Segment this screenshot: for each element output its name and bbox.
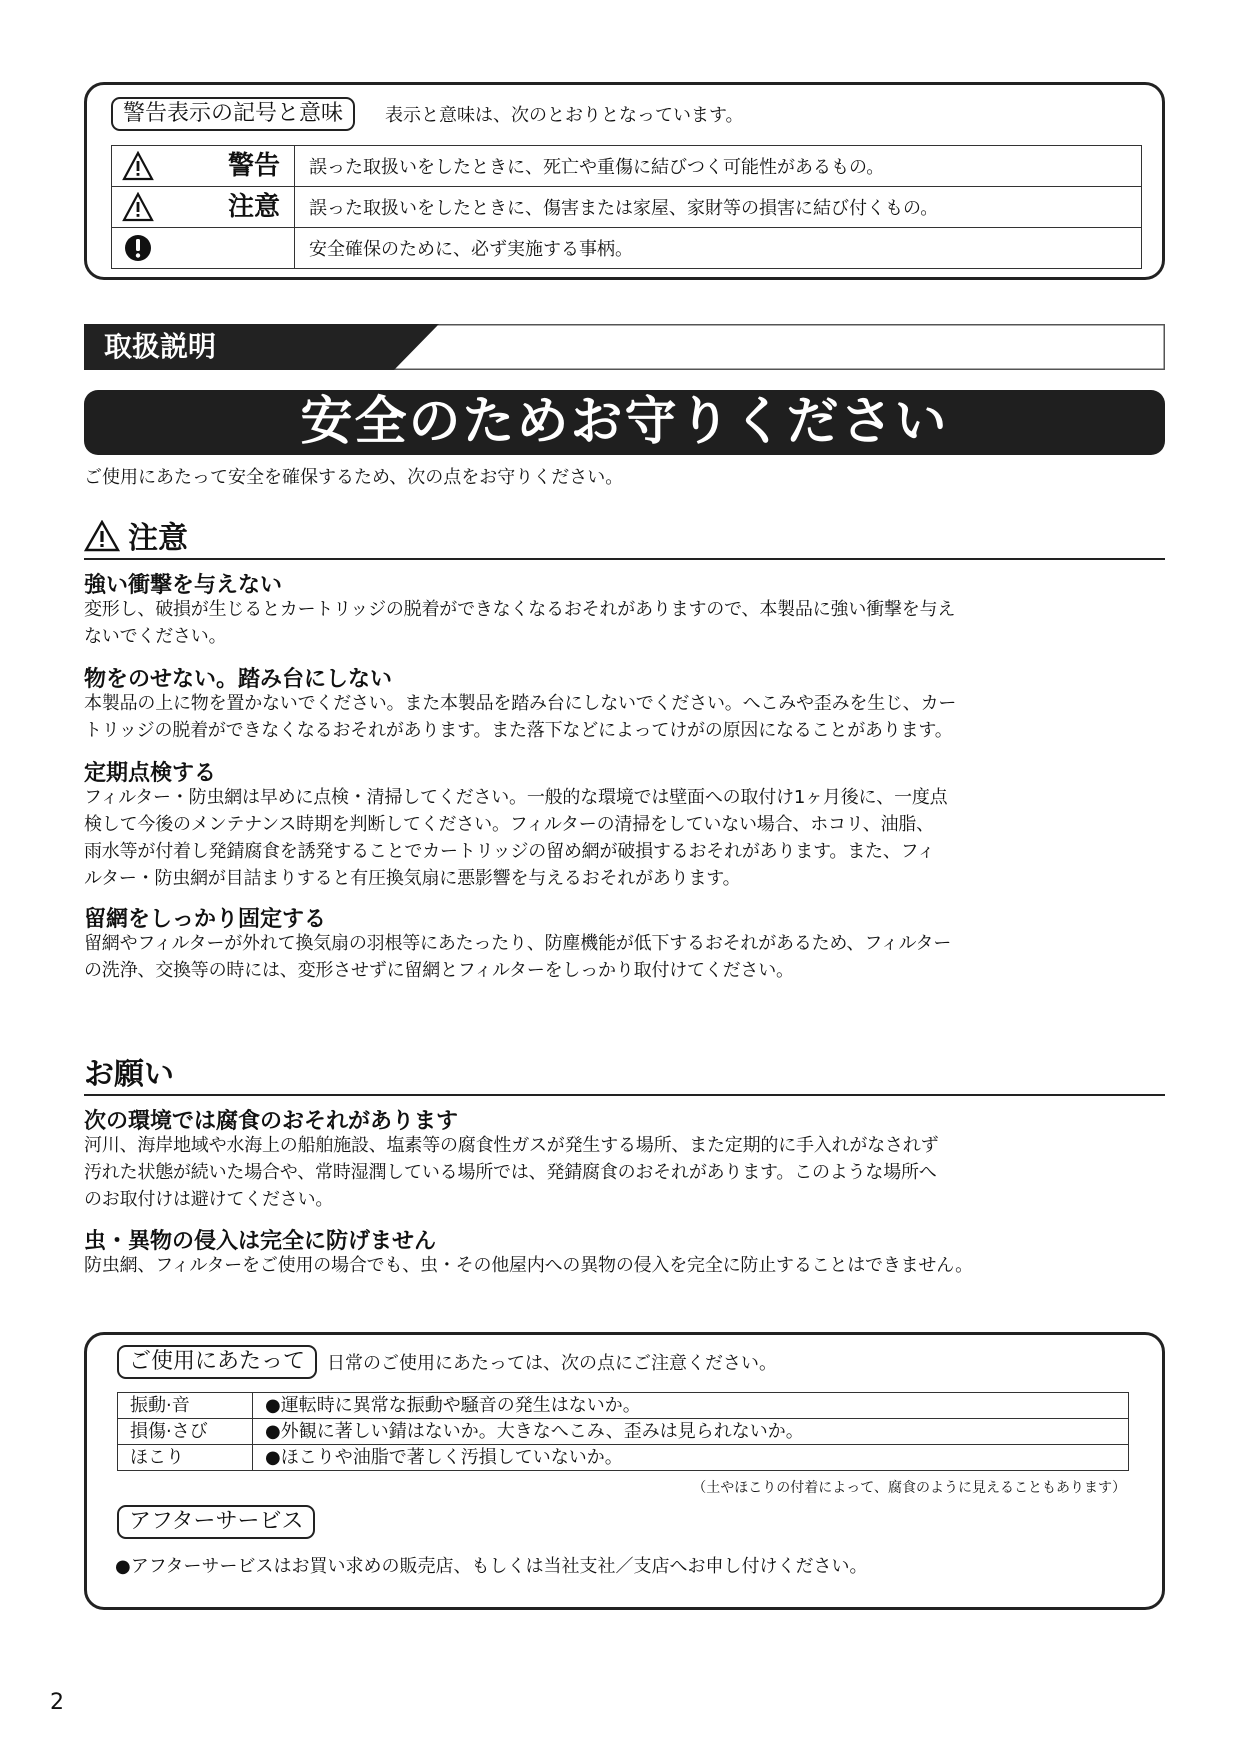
- warning-desc: 誤った取扱いをしたときに、死亡や重傷に結びつく可能性があるもの。: [295, 146, 1142, 187]
- usage-note: （土やほこりの付着によって、腐食のように見えることもあります）: [692, 1480, 1126, 1496]
- mandatory-desc: 安全確保のために、必ず実施する事柄。: [295, 228, 1142, 269]
- banner-shape: [84, 324, 1165, 370]
- exclamation-circle-icon: [124, 234, 152, 262]
- caution-item-body: 本製品の上に物を置かないでください。また本製品を踏み台にしないでください。へこみや歪みを生じ、カー トリッジの脱着ができなくなるおそれがあります。また落下などによってけがの原因になることがあります。: [84, 693, 957, 741]
- caution-item-title: 留網をしっかり固定する: [84, 907, 327, 932]
- caution-item-body: 留網やフィルターが外れて換気扇の羽根等にあたったり、防塵機能が低下するおそれがあるため、フィルター の洗浄、交換等の時には、変形させずに留網とフィルターをしっかり取付けてください。: [84, 933, 952, 981]
- request-item-body: 防虫網、フィルターをご使用の場合でも、虫・その他屋内への異物の侵入を完全に防止することはできません。: [84, 1255, 973, 1276]
- warning-triangle-icon: [122, 192, 154, 222]
- banner-label: 取扱説明: [104, 330, 217, 363]
- intro-text: ご使用にあたって安全を確保するため、次の点をお守りください。: [84, 467, 624, 488]
- table-row: 損傷·さび ●外観に著しい錆はないか。大きなへこみ、歪みは見られないか。: [118, 1419, 1129, 1445]
- table-row: [112, 146, 1142, 187]
- table-row: [112, 187, 1142, 228]
- signs-table: [111, 145, 1142, 269]
- section-banner: [84, 324, 1165, 370]
- page-number: 2: [50, 1690, 64, 1715]
- caution-item-body: 変形し、破損が生じるとカートリッジの脱着ができなくなるおそれがありますので、本製品に強い衝撃を与え ないでください。: [84, 599, 956, 647]
- request-heading: お願い: [84, 1054, 1165, 1096]
- signs-box-label: 警告表示の記号と意味: [111, 97, 355, 131]
- table-row: 振動·音 ●運転時に異常な振動や騒音の発生はないか。: [118, 1393, 1129, 1419]
- caution-item-title: 定期点検する: [84, 761, 217, 786]
- signs-box: [84, 82, 1165, 280]
- caution-item-body: フィルター・防虫網は早めに点検・清掃してください。一般的な環境では壁面への取付け1ヶ月後に、一度点 検して今後のメンテナンス時期を判断してください。フィルターの清掃をしていない場合、ホコリ、油脂、 雨水等が付着し発錆腐食を誘発することでカートリッジの留め網が破損するおそれがあります。また、フィ ルター・防虫網が目詰まりすると有圧換気扇に悪影響を与えるおそれがあります。: [84, 787, 948, 889]
- request-item-body: 河川、海岸地域や水海上の船舶施設、塩素等の腐食性ガスが発生する場所、また定期的に手入れがなされず 汚れた状態が続いた場合や、常時湿潤している場所では、発錆腐食のおそれがあります。このような場所へ のお取付けは避けてください。: [84, 1135, 939, 1210]
- page-title: 安全のためお守りください: [84, 390, 1165, 455]
- usage-box-lead: 日常のご使用にあたっては、次の点にご注意ください。: [327, 1353, 777, 1374]
- usage-box-label: ご使用にあたって: [117, 1345, 317, 1379]
- caution-heading: [84, 518, 1165, 560]
- usage-box: [84, 1332, 1165, 1610]
- after-service-text: ●アフターサービスはお買い求めの販売店、もしくは当社支社／支店へお申し付けください。: [115, 1556, 868, 1577]
- warning-triangle-icon: [84, 520, 120, 552]
- warning-word: 警告: [227, 151, 280, 181]
- signs-box-lead: 表示と意味は、次のとおりとなっています。: [385, 105, 744, 126]
- warning-triangle-icon: [122, 151, 154, 181]
- request-item-title: 虫・異物の侵入は完全に防げません: [84, 1229, 437, 1254]
- after-service-label: アフターサービス: [117, 1505, 315, 1539]
- table-row: ほこり ●ほこりや油脂で著しく汚損していないか。: [118, 1445, 1129, 1471]
- caution-word: 注意: [227, 192, 280, 222]
- request-item-title: 次の環境では腐食のおそれがあります: [84, 1109, 459, 1134]
- caution-item-title: 強い衝撃を与えない: [84, 573, 283, 598]
- usage-table: [117, 1392, 1129, 1471]
- caution-item-title: 物をのせない。踏み台にしない: [84, 667, 393, 692]
- caution-desc: 誤った取扱いをしたときに、傷害または家屋、家財等の損害に結び付くもの。: [295, 187, 1142, 228]
- table-row: [112, 228, 1142, 269]
- caution-heading-text: 注意: [128, 521, 188, 556]
